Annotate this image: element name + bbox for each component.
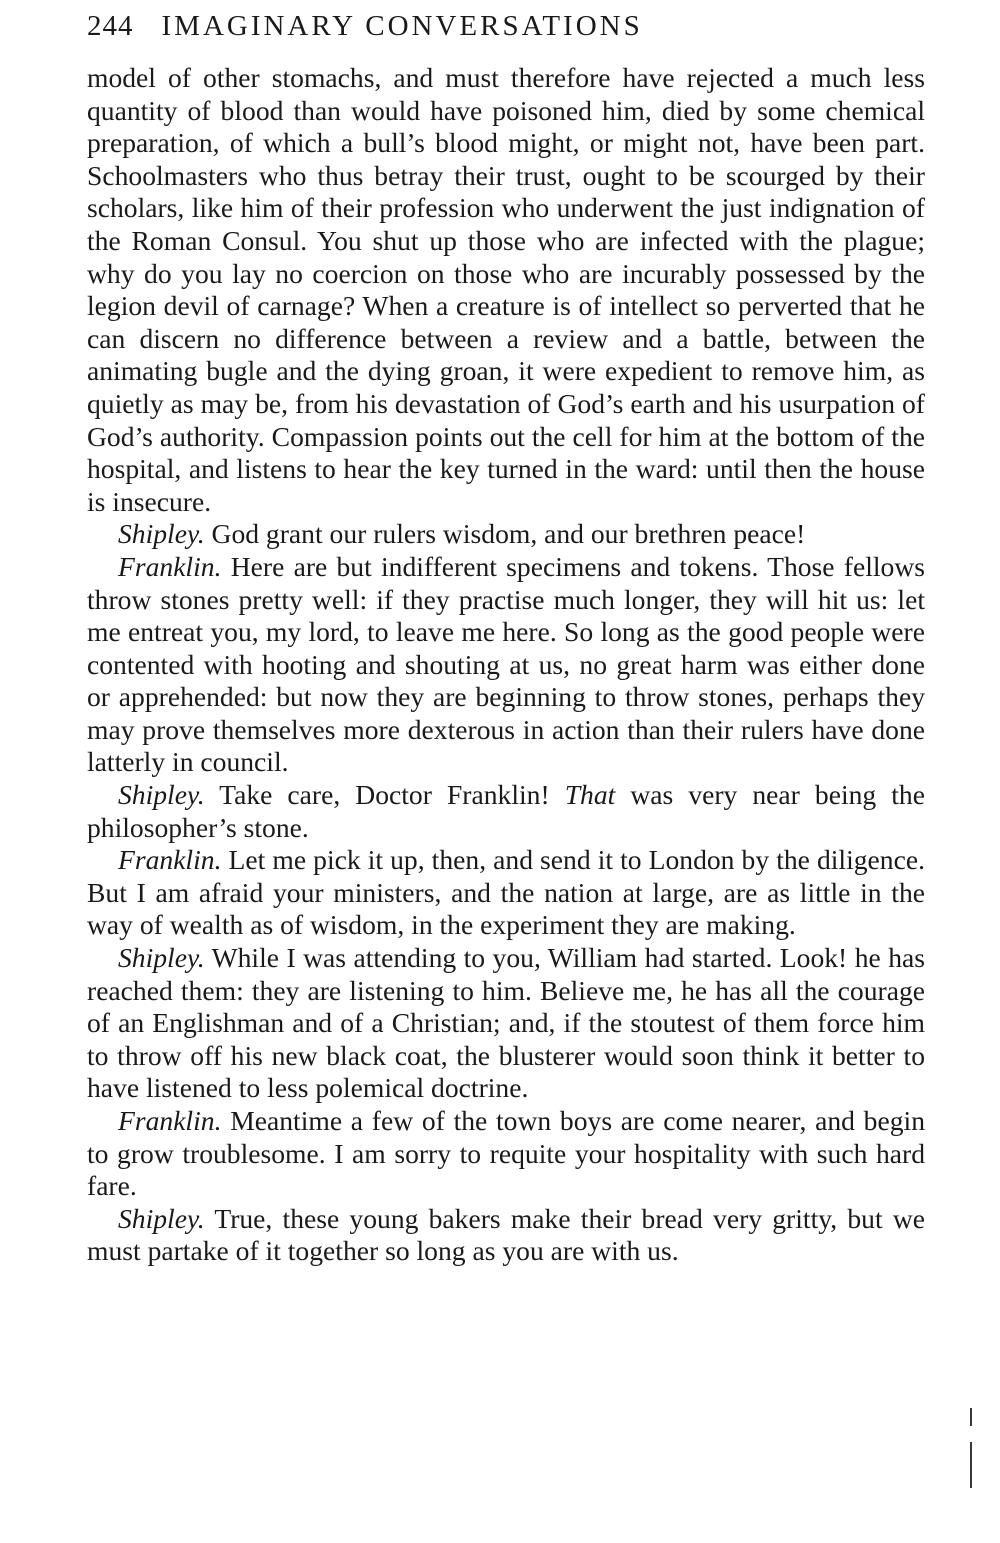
- body-text: [87, 62, 925, 1268]
- speech-text: True, these young bakers make their bread very gritty, but we must partake of it together so long as you are with us.: [87, 1202, 925, 1267]
- running-head: [87, 6, 925, 46]
- speech-text: While I was attending to you, William had started. Look! he has reached them: they are listening to him. Believe me, he has all the courage of an Englishman and of a Christian; and, if the stoutest of them force him to throw off his new black coat, the blusterer would soon think it better to have listened to less polemical doctrine.: [87, 942, 925, 1104]
- speech-shipley-3: [87, 942, 925, 1105]
- running-title: IMAGINARY CONVERSATIONS: [161, 10, 643, 42]
- speech-shipley-2: [87, 779, 925, 844]
- emphasized-word: That: [564, 779, 616, 811]
- speech-text: Here are but indifferent specimens and tokens. Those fellows throw stones pretty well: if they practise much longer, they will hit us: let me entreat you, my lord, to leave me here. So long as the good people were contented with hooting and shouting at us, no great harm was either done or apprehended: but now they are beginning to throw stones, perhaps they may prove themselves more dexterous in action than their rulers have done latterly in council.: [87, 550, 926, 778]
- speech-shipley-4: [87, 1203, 925, 1268]
- speech-text: was very near being the philosopher’s stone.: [87, 779, 925, 843]
- speech-text: God grant our rulers wisdom, and our brethren peace!: [211, 518, 806, 550]
- speech-franklin-3: [87, 1105, 925, 1203]
- speech-text: Meantime a few of the town boys are come nearer, and begin to grow troublesome. I am sorry to requite your hospitality with such hard fare.: [87, 1105, 925, 1202]
- speech-text: Take care, Doctor Franklin!: [219, 779, 550, 811]
- speaker-name: Shipley.: [118, 518, 205, 550]
- speaker-name: Shipley.: [118, 942, 205, 974]
- page-number: 244: [87, 10, 134, 42]
- speech-shipley-1: [87, 518, 925, 551]
- speaker-name: Franklin.: [118, 550, 222, 582]
- speaker-name: Franklin.: [118, 1105, 222, 1136]
- speaker-name: Shipley.: [118, 1202, 205, 1234]
- paragraph-continuation: [87, 62, 925, 518]
- paragraph-text: model of other stomachs, and must therefore have rejected a much less quantity of blood than would have poisoned him, died by some chemical preparation, of which a bull’s blood might, or might not, have been part. Schoolmasters who thus betray their trust, ought to be scourged by their scholars, like him of their profession who underwent the just indignation of the Roman Consul. You shut up those who are infected with the plague; why do you lay no coercion on those who are incurably possessed by the legion devil of carnage? When a creature is of intellect so perverted that he can discern no difference between a review and a battle, between the animating bugle and the dying groan, it were expedient to remove him, as quietly as may be, from his devastation of God’s earth and his usurpation of God’s authority. Compassion points out the cell for him at the bottom of the hospital, and listens to hear the key turned in the ward: until then the house is insecure.: [87, 62, 925, 517]
- speaker-name: Franklin.: [118, 844, 222, 876]
- speaker-name: Shipley.: [118, 779, 205, 811]
- scan-margin-mark: [970, 1408, 972, 1426]
- speech-franklin-1: [87, 551, 925, 779]
- speech-text: Let me pick it up, then, and send it to London by the diligence. But I am afraid your ministers, and the nation at large, are as little in the way of wealth as of wisdom, in the experiment they are making.: [87, 844, 925, 941]
- speech-franklin-2: [87, 844, 925, 942]
- scan-margin-mark: [970, 1442, 972, 1488]
